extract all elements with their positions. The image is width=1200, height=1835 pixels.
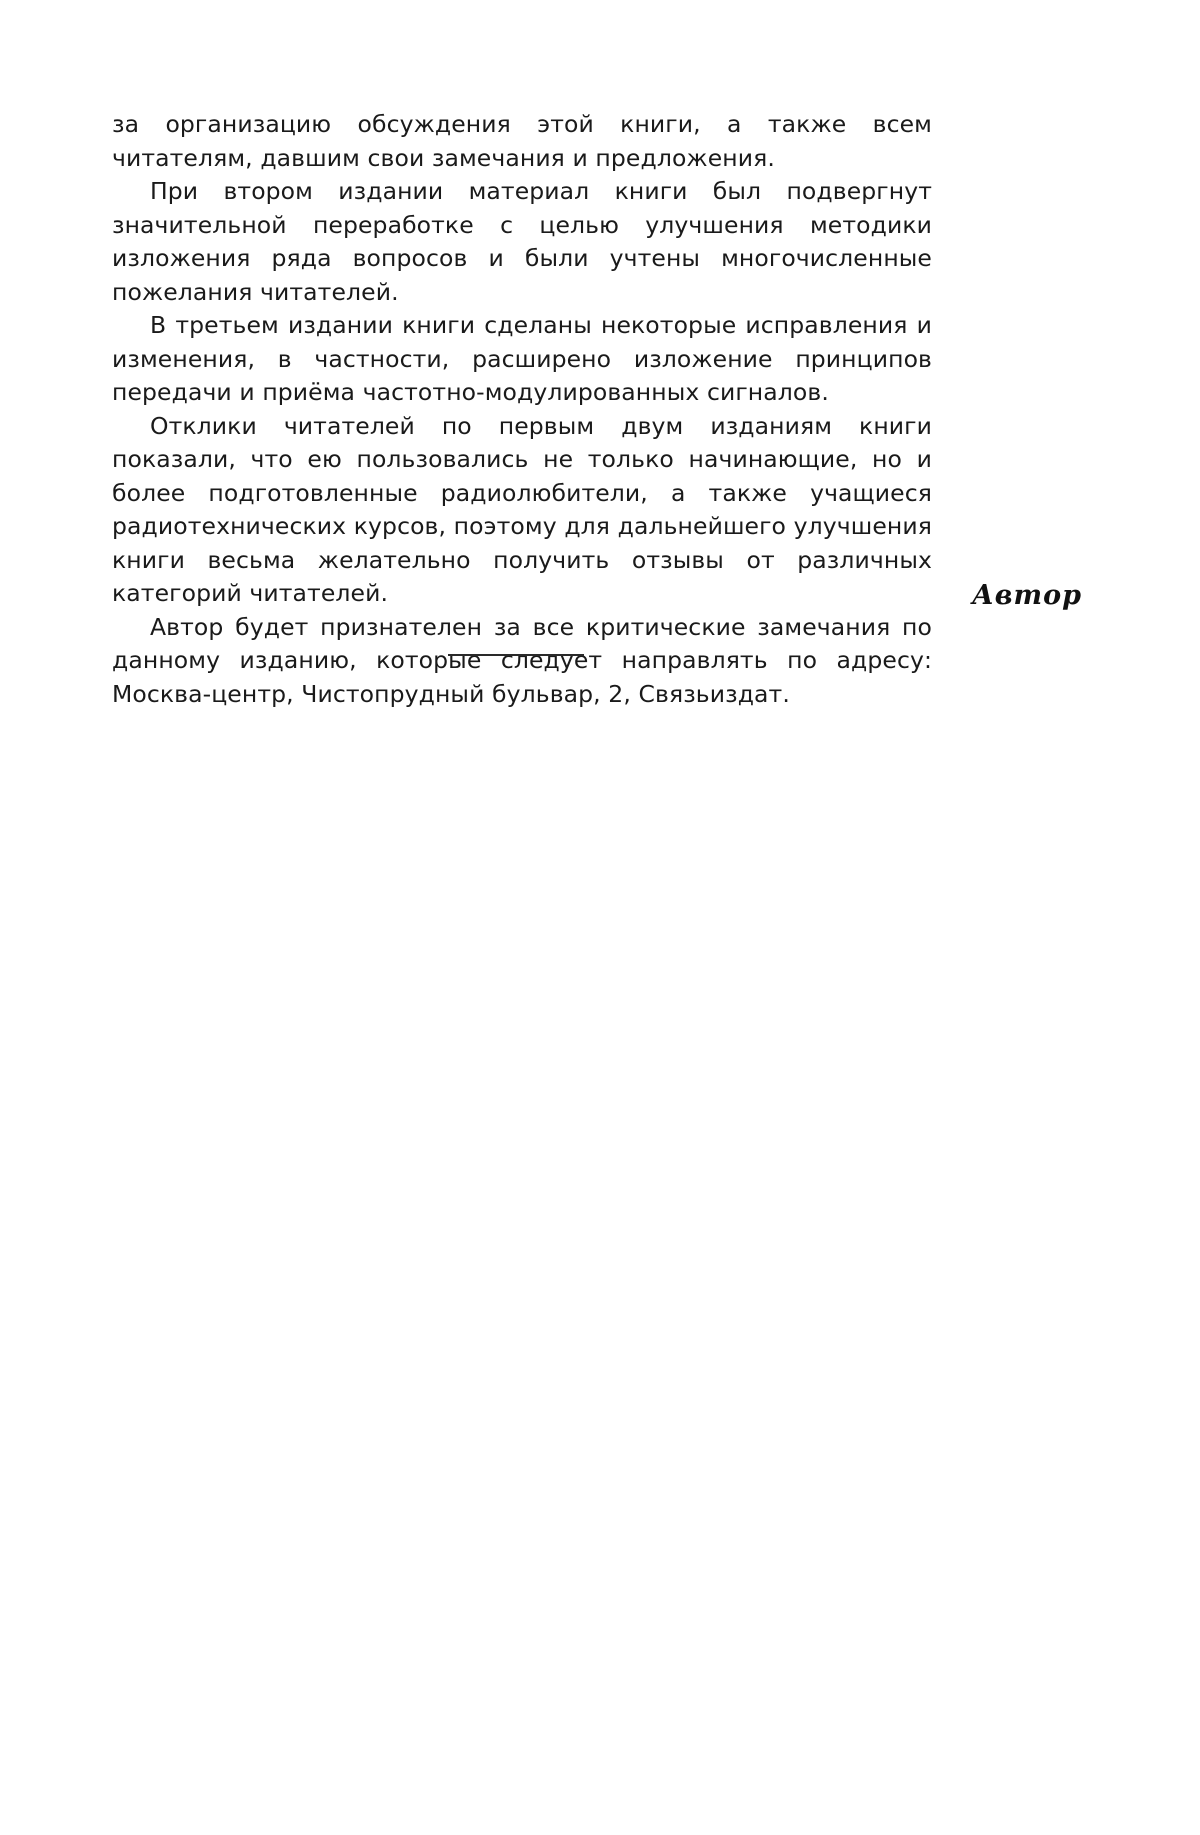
body-text bbox=[112, 108, 932, 711]
author-signature: Автор bbox=[971, 580, 1082, 611]
paragraph-2: При втором издании материал книги был подвергнут значительной переработке с целью улучшения методики изложения ряда вопросов и были учтены многочисленные пожелания читателей. bbox=[112, 177, 932, 306]
section-divider bbox=[448, 654, 584, 656]
paragraph-5: Автор будет признателен за все критические замечания по данному изданию, которые следует направлять по адресу: Москва-центр, Чистопрудный бульвар, 2, Связьиздат. bbox=[112, 612, 932, 708]
paragraph-4: Отклики читателей по первым двум изданиям книги показали, что ею пользовались не только начинающие, но и более подготовленные радиолюбители, а также учащиеся радиотехнических курсов, поэтому для дальнейшего улучшения книги весьма желательно получить отзывы от различных категорий читателей. bbox=[112, 411, 932, 607]
paragraph-3: В третьем издании книги сделаны некоторые исправления и изменения, в частности, расширено изложение принципов передачи и приёма частотно-модулированных сигналов. bbox=[112, 311, 932, 406]
paragraph-1: за организацию обсуждения этой книги, а также всем читателям, давшим свои замечания и предложения. bbox=[112, 110, 932, 172]
